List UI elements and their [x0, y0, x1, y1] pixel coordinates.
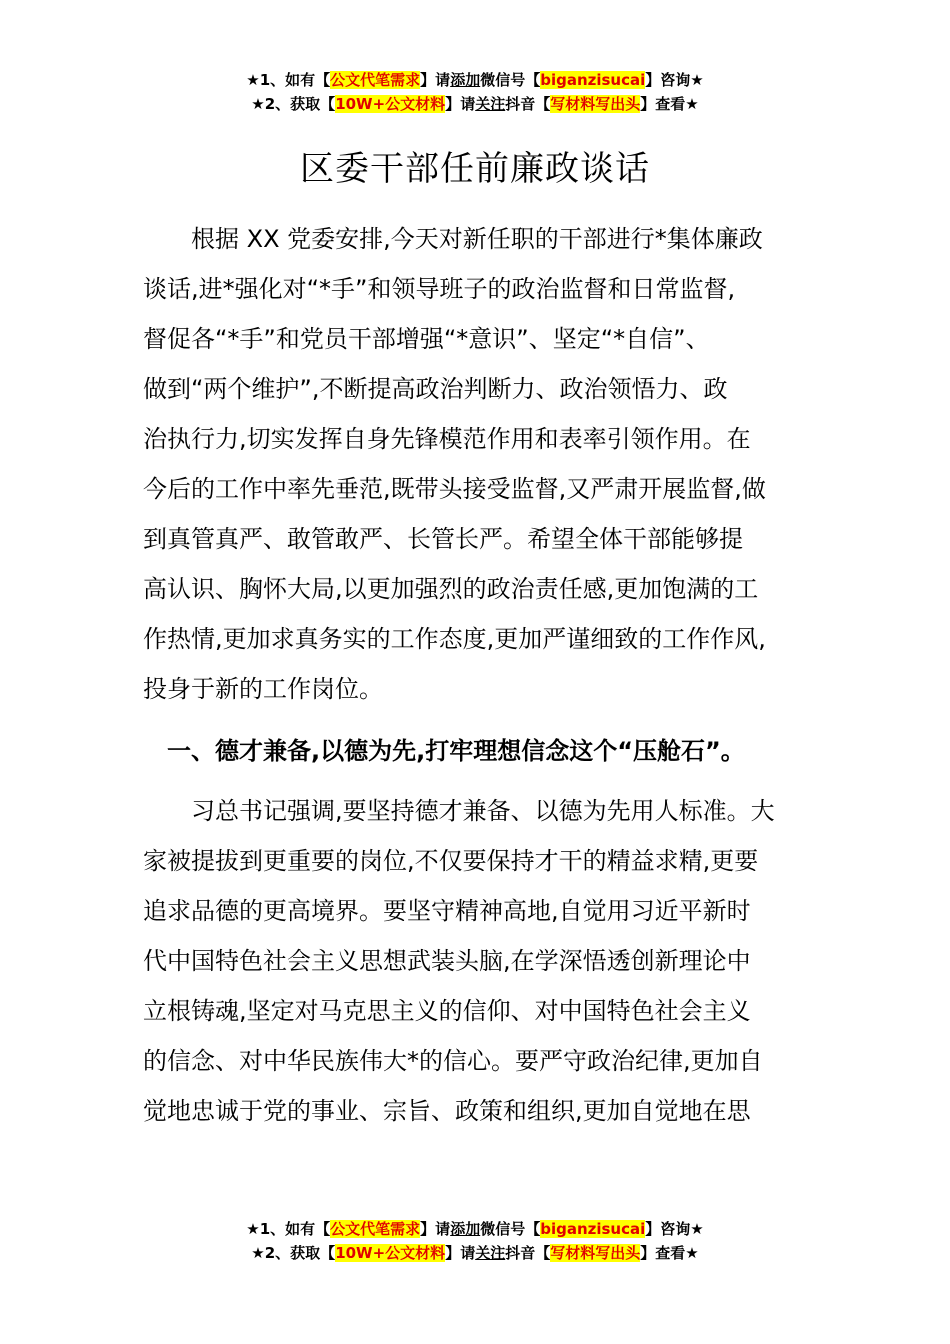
- text-line: 根据 XX 党委安排,今天对新任职的干部进行*集体廉政: [143, 225, 763, 253]
- text-line: 高认识、胸怀大局,以更加强烈的政治责任感,更加饱满的工: [143, 575, 759, 603]
- text-line: 做到“两个维护”,不断提高政治判断力、政治领悟力、政: [143, 375, 728, 403]
- paragraph-section-1: [143, 786, 819, 1136]
- text-line: 家被提拔到更重要的岗位,不仅要保持才干的精益求精,更要: [143, 847, 759, 875]
- highlight-tag: 公文代笔需求: [330, 71, 421, 89]
- banner-text: 】请: [445, 1244, 476, 1262]
- footer-banner: [0, 1217, 950, 1265]
- highlight-tag: 10W+公文材料: [335, 95, 446, 113]
- paragraph-intro: [143, 214, 819, 714]
- document-title: 区委干部任前廉政谈话: [300, 149, 650, 189]
- underlined-text: 关注: [475, 1244, 506, 1262]
- banner-text: 微信号【: [480, 71, 541, 89]
- text-line: 代中国特色社会主义思想武装头脑,在学深悟透创新理论中: [143, 947, 751, 975]
- banner-text: ★2、获取【: [251, 1244, 336, 1262]
- banner-text: ★1、如有【: [246, 71, 331, 89]
- banner-text: 抖音【: [505, 1244, 551, 1262]
- wechat-id: biganzisucai: [540, 71, 646, 89]
- text-line: 的信念、对中华民族伟大*的信心。要严守政治纪律,更加自: [143, 1047, 763, 1075]
- text-line: 今后的工作中率先垂范,既带头接受监督,又严肃开展监督,做: [143, 475, 766, 503]
- banner-text: 抖音【: [505, 95, 551, 113]
- highlight-tag: 公文代笔需求: [330, 1220, 421, 1238]
- text-line: 觉地忠诚于党的事业、宗旨、政策和组织,更加自觉地在思: [143, 1097, 751, 1125]
- banner-text: 】查看★: [640, 95, 699, 113]
- text-line: 立根铸魂,坚定对马克思主义的信仰、对中国特色社会主义: [143, 997, 751, 1025]
- text-line: 谈话,进*强化对“*手”和领导班子的政治监督和日常监督,: [143, 275, 736, 303]
- wechat-id: biganzisucai: [540, 1220, 646, 1238]
- banner-line-2: [0, 1241, 950, 1265]
- text-line: 督促各“*手”和党员干部增强“*意识”、坚定“*自信”、: [143, 325, 710, 353]
- text-line: 作热情,更加求真务实的工作态度,更加严谨细致的工作作风,: [143, 625, 766, 653]
- highlight-tag: 10W+公文材料: [335, 1244, 446, 1262]
- banner-line-2: [0, 92, 950, 116]
- banner-text: 】请: [420, 71, 451, 89]
- underlined-text: 关注: [475, 95, 506, 113]
- douyin-id: 写材料写出头: [550, 95, 641, 113]
- banner-text: 】请: [420, 1220, 451, 1238]
- banner-line-1: [0, 68, 950, 92]
- header-banner: [0, 68, 950, 116]
- text-line: 治执行力,切实发挥自身先锋模范作用和表率引领作用。在: [143, 425, 751, 453]
- underlined-text: 添加: [450, 1220, 481, 1238]
- text-line: 投身于新的工作岗位。: [143, 675, 383, 703]
- banner-text: 】咨询★: [645, 1220, 704, 1238]
- douyin-id: 写材料写出头: [550, 1244, 641, 1262]
- banner-text: ★1、如有【: [246, 1220, 331, 1238]
- banner-text: ★2、获取【: [251, 95, 336, 113]
- banner-text: 】咨询★: [645, 71, 704, 89]
- banner-text: 】查看★: [640, 1244, 699, 1262]
- text-line: 追求品德的更高境界。要坚守精神高地,自觉用习近平新时: [143, 897, 751, 925]
- banner-line-1: [0, 1217, 950, 1241]
- banner-text: 微信号【: [480, 1220, 541, 1238]
- section-heading-1: 一、德才兼备,以德为先,打牢理想信念这个“压舱石”。: [143, 737, 745, 765]
- text-line: 习总书记强调,要坚持德才兼备、以德为先用人标准。大: [143, 797, 775, 825]
- text-line: 到真管真严、敢管敢严、长管长严。希望全体干部能够提: [143, 525, 743, 553]
- banner-text: 】请: [445, 95, 476, 113]
- underlined-text: 添加: [450, 71, 481, 89]
